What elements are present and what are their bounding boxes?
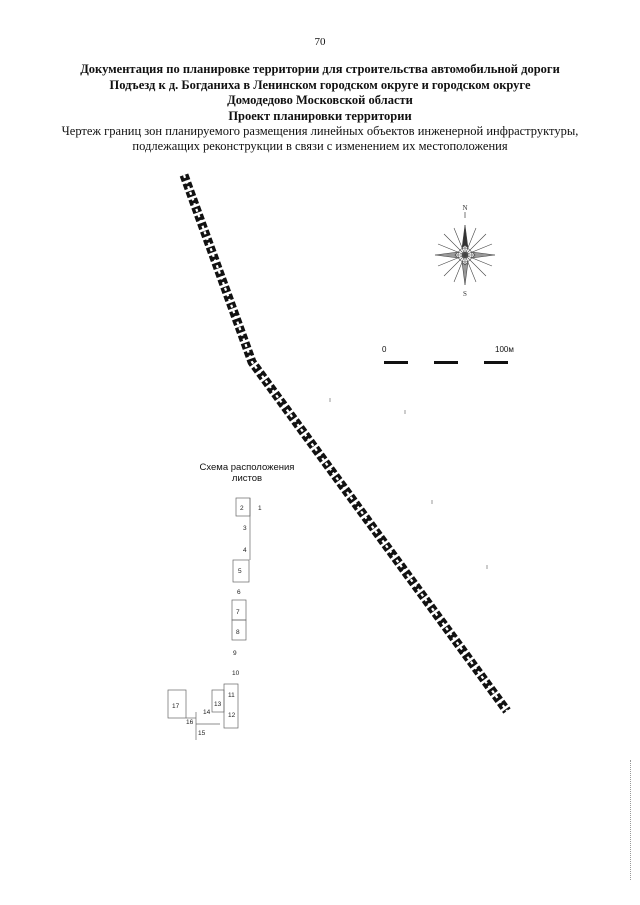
page-number: 70 [314, 36, 326, 48]
scheme-title-line-2: листов [231, 473, 263, 484]
sheet-number-16: 16 [186, 719, 194, 726]
sheet-number-8: 8 [236, 629, 240, 636]
sheet-number-3: 3 [243, 525, 247, 532]
sheet-number-14: 14 [203, 709, 211, 716]
sheet-number-2: 2 [240, 505, 244, 512]
compass-south-label: S [463, 290, 467, 298]
sheet-outline [224, 684, 238, 728]
sheet-number-7: 7 [236, 609, 240, 616]
sheet-number-9: 9 [233, 650, 237, 657]
title-line-1: Документация по планировке территории для строительства автомобильной дороги [80, 62, 560, 76]
compass-north-label: N [462, 204, 468, 212]
scheme-title-line-1: Схема расположения [199, 462, 295, 473]
sheet-number-13: 13 [214, 701, 222, 708]
title-line-4: Проект планировки территории [228, 108, 412, 123]
scale-start-label: 0 [382, 345, 387, 354]
subtitle-line-2: подлежащих реконструкции в связи с изменением их местоположения [132, 139, 508, 153]
title-line-3: Домодедово Московской области [227, 93, 413, 107]
sheet-number-4: 4 [243, 547, 247, 554]
page-edge-mark [630, 760, 632, 880]
sheet-number-6: 6 [237, 589, 241, 596]
sheet-number-10: 10 [232, 670, 240, 677]
title-line-2: Подъезд к д. Богданиха в Ленинском городском округе и городском округе [109, 77, 531, 92]
sheet-number-5: 5 [238, 568, 242, 575]
sheet-number-11: 11 [228, 692, 235, 699]
sheet-number-15: 15 [198, 730, 206, 737]
sheet-number-17: 17 [172, 703, 180, 710]
sheet-number-1: 1 [258, 505, 262, 512]
scale-end-label: 100м [495, 345, 514, 354]
subtitle-line-1: Чертеж границ зон планируемого размещения линейных объектов инженерной инфраструктуры, [61, 124, 579, 138]
sheet-number-12: 12 [228, 712, 236, 719]
